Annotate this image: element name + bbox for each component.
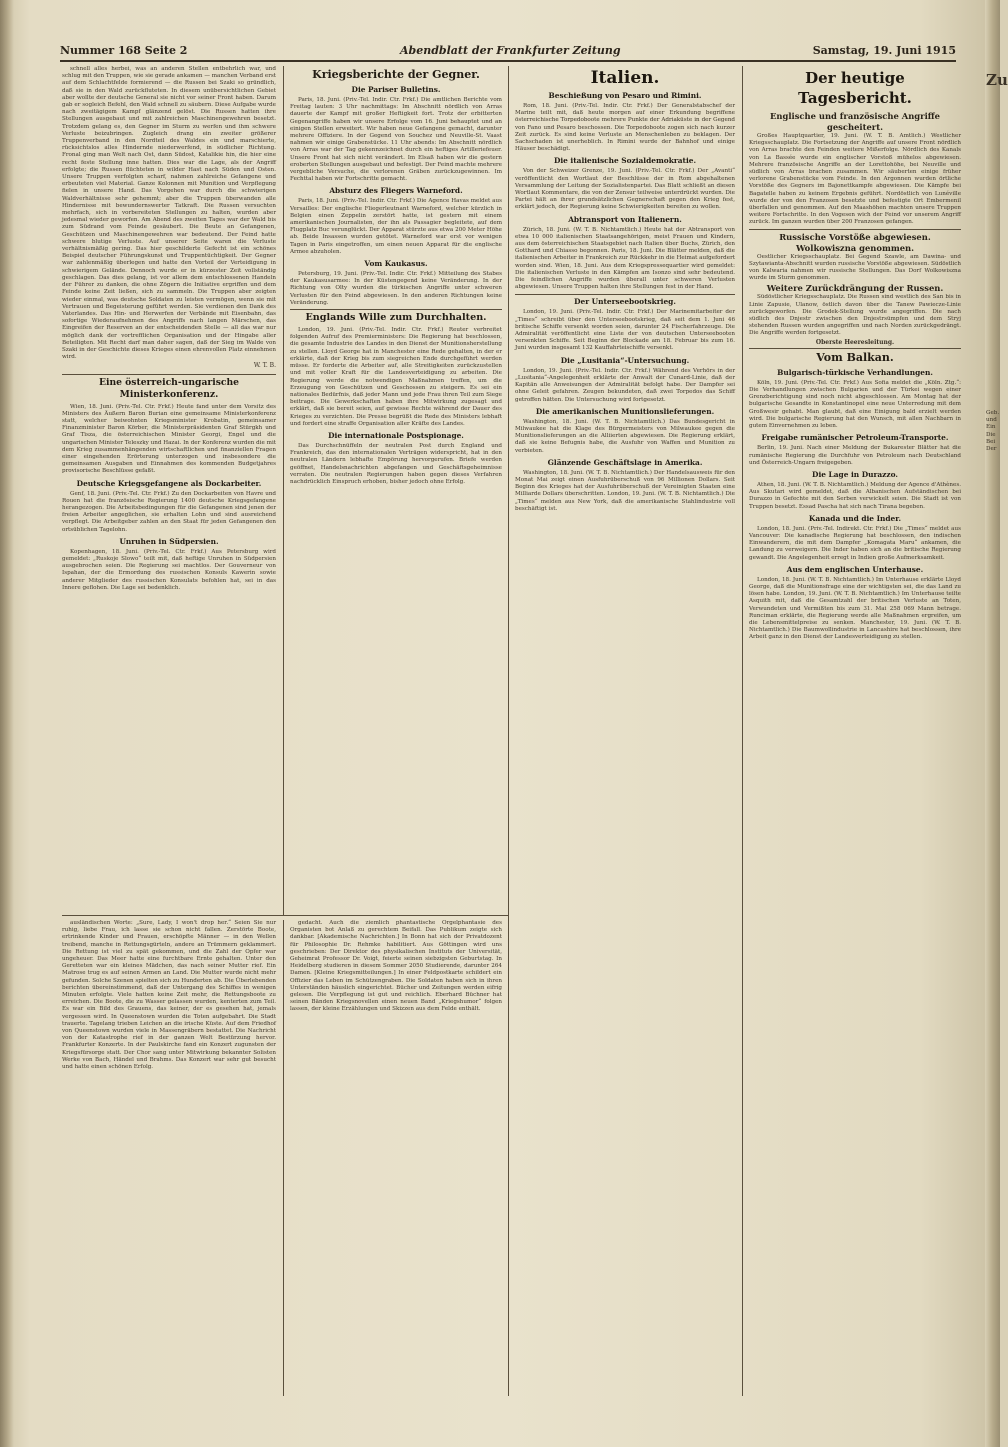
heading-munitionslieferungen: Die amerikanischen Munitionslieferungen. — [535, 406, 715, 416]
article-pariser-bulletins: Paris, 18. Juni. (Priv.-Tel. Indir. Ctr. Frkf.) Die amtlichen Berichte vom Freitag lauten: 3 Uhr nachmittags: Im Abschnitt nördlich von Arras dauerte der Kampf mit großer Heftigkeit fort. Trotz der erbitterten Gegenangriffe haben wir unsere Erfolge vom 16. Juni behauptet und an einigen Stellen erweitert. Wir haben neue Gefangene gemacht, darunter mehrere Offiziere. In der Gegend von Souchez und Neuville-St. Vaast nahmen wir einige Grabenstücke. 11 Uhr abends: Im Abschnitt nördlich von Arras war der Tag gekennzeichnet durch ein heftiges Artilleriefeuer. Unsere Front hat sich nicht verändert. Im Elsaß haben wir die gestern eroberten Stellungen ausgebaut und befestigt. Der Feind machte mehrere vergebliche Versuche, die verlorenen Gräben zurückzugewinnen. Im Fechttal haben wir Fortschritte gemacht. — [290, 97, 502, 183]
heading-pesaro-rimini: Beschießung von Pesaro und Rimini. — [548, 91, 702, 100]
article-unterhaus: London, 18. Juni. (W. T. B. Nichtamtlich.) Im Unterhause erklärte Lloyd George, daß die Munitionsfrage eine der wichtigsten sei, die das Land zu lösen habe. London, 19. Juni. (W. T. B. Nichtamtlich.) Im Unterhause teilte Asquith mit, daß die Gesamtzahl der britischen Verluste an Toten, Verwundeten und Vermißten bis zum 31. Mai 258 069 Mann betrage. Runciman erklärte, die Regierung werde alle Maßnahmen ergreifen, um die Lebensmittelpreise zu senken. Manchester, 19. Juni. (W. T. B. Nichtamtlich.) Die Baumwollindustrie in Lancashire hat beschlossen, ihre Arbeit ganz in den Dienst der Landesverteidigung zu stellen. — [749, 576, 961, 641]
article-kriegsgefangene: Genf, 18. Juni. (Priv.-Tel. Ctr. Frkf.) Zu den Dockarbeiten von Havre und Rouen hat die französische Regierung 1400 deutsche Kriegsgefangene herangezogen. Die Arbeitsbedingungen für die Gefangenen sind jenen der freien Arbeiter angeglichen, sie erhalten Lohn und sind ausreichend verpflegt. Die Arbeitgeber zahlen an den Staat für jeden Gefangenen den ortsüblichen Tagelohn. — [62, 490, 276, 533]
column-rule — [508, 66, 509, 1396]
article-signature: W. T. B. — [253, 362, 276, 370]
article-durazzo: Athen, 18. Juni. (W. T. B. Nichtamtlich.) Meldung der Agence d'Athènes. Aus Skutari wird gemeldet, daß die Albanischen Aufständischen bei Durazzo in Gefechte mit den Serben verwickelt seien. Die Stadt ist von Truppen besetzt. Essad Pascha hat sich nach Tirana begeben. — [749, 481, 961, 510]
article-pesaro-rimini: Rom, 18. Juni. (Priv.-Tel. Indir. Ctr. Frkf.) Der Generalstabschef der Marine teilt mit, daß heute morgen auf einer Erkundung begriffene österreichische Torpedoboote mehrere Punkte der Adriaküste in der Gegend von Fano und Pesaro beschossen. Die Torpedoboote zogen sich nach kurzer Zeit zurück. Es sind keine Verluste an Menschenleben zu beklagen. Der Sachschaden ist unerheblich. In Rimini wurde der Bahnhof und einige Häuser beschädigt. — [515, 103, 735, 153]
article-abtransport: Zürich, 18. Juni. (W. T. B. Nichtamtlich.) Heute hat der Abtransport von etwa 10 000 italienischen Staatsangehörigen, meist Frauen und Kindern, aus dem österreichischen Staatsgebiet nach Italien über Buchs, Zürich, den Gotthard und Chiasso begonnen. Paris, 18. Juni. Die Blätter melden, daß die italienischen Arbeiter in Frankreich zur Rückkehr in die Heimat aufgefordert worden sind. Wien, 18. Juni. Aus dem Kriegspressequartier wird gemeldet: Die italienischen Verluste in den Kämpfen am Isonzo sind sehr bedeutend. Die feindlichen Angriffe wurden überall unter schweren Verlusten abgewiesen. Unsere Truppen halten ihre Stellungen fest in der Hand. — [515, 226, 735, 291]
heading-petroleum: Freigabe rumänischer Petroleum-Transporte. — [761, 433, 949, 443]
article-zurueckdraengung: Südöstlicher Kriegsschauplatz. Die Russen sind westlich des San bis in Linie Zapusie, Ulanow, östlich davon über die Tanew Pawiecze-Linie zurückgeworfen. Die Grodek-Stellung wurde angegriffen. Die nach südlich des Dnjestr zwischen den Dnjestrsümpfen und dem Stryj stehenden Russen wurden angegriffen und nach Norden zurückgedrängt. Die Angriffe werden fortgesetzt. — [749, 294, 961, 337]
next-page-heading: Zu — [986, 71, 1008, 89]
article-lusitania: London, 19. Juni. (Priv.-Tel. Indir. Ctr. Frkf.) Während des Verhörs in der „Lusitania“-Angelegenheit erklärte der Anwalt der Cunard-Linie, daß der Kapitän alle Anweisungen der Admiralität befolgt habe. Der Dampfer sei ohne Geleit gefahren. Zeugen bekundeten, daß zwei Torpedos das Schiff getroffen hätten. Die Untersuchung wird fortgesetzt. — [515, 367, 735, 403]
feuilleton-notes: gedacht. Auch die ziemlich phantastische Orgelphantasie des Organisten bot Anlaß zu gerechtem Beifall. Das Publikum zeigte sich dankbar. [Akademische Nachrichten.] In Bonn hat sich der Privatdozent für Philosophie Dr. Rehmke habilitiert. Aus Göttingen wird uns geschrieben: Der Direktor des physikalischen Instituts der Universität, Geheimrat Professor Dr. Voigt, feierte seinen siebzigsten Geburtstag. In Heidelberg studieren in diesem Sommer 2050 Studierende, darunter 264 Damen. [Kleine Kriegsmitteilungen.] In einer Feldpostkarte schildert ein Offizier das Leben im Schützengraben. Die Soldaten haben sich in ihren Unterständen häuslich eingerichtet. Bücher und Zeitungen werden eifrig gelesen. Die Verpflegung ist gut und reichlich. Eberhard Büchner hat seinen Bänden Kriegsnovellen einen neuen Band „Kriegshumor“ folgen lassen, der kleine Erzählungen und Skizzen aus dem Felde enthält. — [290, 920, 502, 1013]
heading-italien: Italien. — [590, 68, 660, 88]
page-number: Nummer 168 Seite 2 — [60, 44, 188, 57]
article-geschaeftslage: Washington, 18. Juni. (W. T. B. Nichtamtlich.) Der Handelsausweis für den Monat Mai zeigt einen Ausfuhrüberschuß von 96 Millionen Dollars. Seit Beginn des Krieges hat der Ausfuhrüberschuß der Vereinigten Staaten eine Milliarde Dollars überschritten. London, 19. Juni. (W. T. B. Nichtamtlich.) Die „Times“ melden aus New York, daß die amerikanische Stahlindustrie voll beschäftigt ist. — [515, 469, 735, 512]
heading-warneford: Absturz des Fliegers Warneford. — [329, 186, 463, 196]
heading-lusitania: Die „Lusitania“-Untersuchung. — [560, 355, 690, 365]
article-warneford: Paris, 18. Juni. (Priv.-Tel. Indir. Ctr. Frkf.) Die Agence Havas meldet aus Versailles: Der englische Fliegerleutnant Warneford, welcher kürzlich in Belgien einen Zeppelin zerstört hatte, ist gestern mit einem amerikanischen Journalisten, der ihn als Passagier begleitete, auf dem Flugplatz Buc verunglückt. Der Apparat stürzte aus etwa 200 Meter Höhe ab. Beide Insassen wurden getötet. Warneford war erst vor wenigen Tagen in Paris eingetroffen, um einen neuen Apparat für die englische Armee abzuholen. — [290, 198, 502, 255]
heading-russische-vorstoesse: Russische Vorstöße abgewiesen. Wolkowiszna genommen. — [749, 229, 961, 254]
feuilleton-left — [62, 920, 276, 1394]
newspaper-title: Abendblatt der Frankfurter Zeitung — [400, 44, 621, 57]
heading-zurueckdraengung: Weitere Zurückdrängung der Russen. — [766, 283, 944, 294]
article-suedpersien: Kopenhagen, 18. Juni. (Priv.-Tel. Ctr. Frkf.) Aus Petersburg wird gemeldet: „Ruskoje Slowo“ teilt mit, daß heftige Unruhen in Südpersien ausgebrochen seien. Die Regierung sei machtlos. Der Gouverneur von Ispahan, der die Ermordung des russischen Konsuls Kawerin sowie anderer Mitglieder des russischen Konsulats befohlen hat, sei in das Innere geflohen. Die Lage sei bedenklich. — [62, 548, 276, 591]
column-2 — [290, 66, 502, 914]
heading-ubootkrieg: Der Unterseebootskrieg. — [515, 294, 735, 307]
article-tagesbericht: Großes Hauptquartier, 19. Juni. (W. T. B. Amtlich.) Westlicher Kriegsschauplatz. Die Fortsetzung der Angriffe auf unsere Front nördlich von Arras brachte den Feinden weitere Mißerfolge. Nördlich des Kanals von La Bassée wurde ein englischer Vorstoß mühelos abgewiesen. Mehrere französische Angriffe an der Lorettohöhe, bei Neuville und südlich von Arras brachen zusammen. Wir säuberten einige früher verlorene Grabenstücke vom Feinde. In den Argonnen wurden örtliche Vorstöße des Gegners im Bajonettkampfe abgewiesen. Die Kämpfe bei Bagatelle haben zu keinem Ergebnis geführt. Nordöstlich von Lunéville wurde der von den Franzosen besetzte und befestigte Ort Embermenil überfallen und genommen. Auf den Maashöhen machten unsere Truppen weitere Fortschritte. In den Vogesen wich der Feind vor unserem Angriff zurück. Im ganzen wurden über 200 Franzosen gefangen. — [749, 133, 961, 226]
heading-tagesbericht: Der heutige Tagesbericht. — [798, 69, 912, 107]
masthead-rule — [60, 60, 956, 62]
feuilleton-rule — [62, 915, 508, 916]
article-petroleum: Berlin, 19. Juni. Nach einer Meldung der Bukarester Blätter hat die rumänische Regierung die Durchfuhr von Petroleum nach Deutschland und Österreich-Ungarn freigegeben. — [749, 445, 961, 466]
heeresleitung-signature: Oberste Heeresleitung. — [815, 338, 895, 346]
article-russische-vorstoesse: Oestlicher Kriegsschauplatz. Bei Gegend Szawle, am Dawina- und Szytawianta-Abschnitt wurden russische Vorstöße abgewiesen. Südöstlich von Kalwaria nahmen wir russische Stellungen. Das Dorf Wolkowiszna wurde im Sturm genommen. — [749, 253, 961, 282]
article-ubootkrieg: London, 19. Juni. (Priv.-Tel. Indir. Ctr. Frkf.) Der Marinemitarbeiter der „Times“ schreibt über den Unterseebootskrieg, daß seit dem 1. Juni 46 britische Schiffe versenkt worden seien, darunter 24 Fischerfahrzeuge. Die Admiralität veröffentlicht eine Liste der von deutschen Unterseebooten versenkten Schiffe. Seit Beginn der Blockade am 18. Februar bis zum 16. Juni wurden insgesamt 132 Kauffahrteischiffe versenkt. — [515, 309, 735, 352]
issue-date: Samstag, 19. Juni 1915 — [812, 44, 956, 57]
feuilleton-lusitania: ausländischen Worte: „Sure, Lady, I won't drop her.“ Seien Sie nur ruhig, liebe Frau, ich lasse sie schon nicht fallen. Zerstörte Boote, ertrinkende Kinder und Frauen, erschöpfte Männer — in den Wellen treibend, manche in Rettungsgürteln, andere an Trümmern geklammert. Die Rettung ist viel zu spät gekommen, und die Zahl der Opfer war ungeheuer. Das Meer hatte eine furchtbare Ernte gehalten. Unter den Geretteten war ein kleines Mädchen, das nach seiner Mutter rief. Ein Matrose trug es auf seinen Armen an Land. Die Mutter wurde nicht mehr gefunden. Solche Szenen spielten sich zu Hunderten ab. Die Überlebenden berichten übereinstimmend, daß der Untergang des Schiffes in wenigen Minuten erfolgte. Viele hatten keine Zeit mehr, die Rettungsboote zu erreichen. Die Boote, die zu Wasser gelassen wurden, kenterten zum Teil. Es war ein Bild des Grauens, das keiner, der es gesehen hat, jemals vergessen wird. In Queenstown wurden die Toten aufgebahrt. Die Stadt trauerte. Tagelang trieben Leichen an die irische Küste. Auf dem Friedhof von Queenstown wurden viele in Massengräbern bestattet. Die Nachricht von der Katastrophe rief in der ganzen Welt Bestürzung hervor. Frankfurter Konzerte. In der Paulskirche fand ein Konzert zugunsten der Kriegsfürsorge statt. Der Chor sang unter Mitwirkung bekannter Solisten Werke von Bach, Händel und Brahms. Das Konzert war sehr gut besucht und hatte einen schönen Erfolg. — [62, 920, 276, 1071]
heading-kaukasus: Vom Kaukasus. — [364, 259, 428, 269]
subheading-balkan: Bulgarisch-türkische Verhandlungen. — [777, 367, 933, 377]
column-1 — [62, 66, 276, 914]
heading-ministerkonferenz: Eine österreich-ungarische Ministerkonferenz. — [62, 374, 276, 401]
heading-unterhaus: Aus dem englischen Unterhause. — [786, 564, 924, 574]
article-szaki: schnell alles herbei, was an anderen Stellen entbehrlich war, und schlug mit den Truppen, wie sie gerade ankamen — manchen Verband erst auf dem Schlachtfelde formierend — die Russen bei Szaki so gründlich, daß sie in den Wald zurückfluteten. In diesem unübersichtlichen Gebiet aber wollte der deutsche General sie nicht vor seiner Front haben. Darum gab er sogleich Befehl, den Wald schnell zu säubern. Diese Aufgabe wurde nach zweitägigem Kampf glänzend gelöst. Die Russen hatten ihre Stellungen ausgebaut und mit zahlreichen Maschinengewehren besetzt. Trotzdem gelang es, den Gegner im Sturm zu werfen und ihm schwere Verluste beizubringen. Zugleich drang ein zweiter größerer Truppenverband in den Nordteil des Waldes ein und marschierte, rücksichtslos alles Hindernde niederwerfend, in südlicher Richtung. Fronal ging man Welt nach Ost, dann Südost, Katalikie hin, die hier eine recht feste Stellung inne hatten. Dies war die Lage, als der Angriff erfolgte; die Russen flüchteten in wilder Hast nach Süden und Osten. Unsere Truppen verfolgten scharf, nahmen zahlreiche Gefangene und erbeuteten viel Material. Ganze Kolonnen mit Munition und Verpflegung fielen in unsere Hand. Das Vorgehen war durch die schwierigen Waldverhältnisse sehr gehemmt; aber die Truppen überwanden alle Hindernisse mit bewundernswerter Tatkraft. Die Russen versuchten mehrfach, sich in vorbereiteten Stellungen zu halten, wurden aber jedesmal wieder geworfen. Am Abend des zweiten Tages war der Wald bis zum Südrand vom Feinde gesäubert. Die Beute an Gefangenen, Geschützen und Maschinengewehren war bedeutend. Der Feind hatte schwere blutige Verluste. Auf unserer Seite waren die Verluste verhältnismäßig gering. Das hier geschilderte Gefecht ist ein schönes Beispiel deutscher Führungskunst und Truppentüchtigkeit. Der Gegner war zahlenmäßig überlegen und hatte den Vorteil der Verteidigung in schwierigem Gelände. Dennoch wurde er in kürzester Zeit vollständig geschlagen. Das dies gelang, ist vor allem dem entschlossenen Handeln der Führer zu danken, die ohne Zögern die Initiative ergriffen und dem Feinde keine Zeit ließen, sich zu sammeln. Die Truppen aber zeigten wieder einmal, was deutsche Soldaten zu leisten vermögen, wenn sie mit Vertrauen und Begeisterung geführt werden. Sie verdienen den Dank des Vaterlandes. Das Hin- und Herwerfen der Verbände mit Eisenbahn, das sofortige Wiederaufnehmen des Angriffs nach langen Märschen, das Eingreifen der Reserven an der entscheidenden Stelle — all das war nur möglich dank der vortrefflichen Organisation und der Hingabe aller Beteiligten. Mit Recht darf man daher sagen, daß der Sieg im Walde von Szaki in der Geschichte dieses Krieges einen ehrenvollen Platz einnehmen wird. — [62, 66, 276, 361]
heading-kriegsberichte: Kriegsberichte der Gegner. — [312, 68, 480, 81]
column-4 — [749, 66, 961, 1394]
column-rule — [283, 920, 284, 1396]
article-england: London, 19. Juni. (Priv.-Tel. Indir. Ctr. Frkf.) Reuter verbreitet folgenden Aufruf des Premierministers: Die Regierung hat beschlossen, die gesamte Industrie des Landes in den Dienst der Munitionsherstellung zu stellen. Lloyd George hat in Manchester eine Rede gehalten, in der er erklärte, daß der Krieg bis zum siegreichen Ende durchgeführt werden müsse. Er forderte die Arbeiter auf, alle Streitigkeiten zurückzustellen und mit voller Kraft für die Landesverteidigung zu arbeiten. Die Regierung werde die notwendigen Maßnahmen treffen, um die Erzeugung von Geschützen und Geschossen zu steigern. Es sei ein nationales Bedürfnis, daß jeder Mann und jede Frau ihren Teil zum Siege beitrage. Die Gewerkschaften haben ihre Mitwirkung zugesagt und erklärt, daß sie bereit seien, auf gewisse Rechte während der Dauer des Krieges zu verzichten. Die Presse begrüßt die Rede des Ministers lebhaft und fordert eine straffe Organisation aller Kräfte des Landes. — [290, 327, 502, 427]
heading-durazzo: Die Lage in Durazzo. — [812, 469, 898, 479]
heading-balkan: Vom Balkan. — [749, 348, 961, 365]
heading-postspionage: Die internationale Postspionage. — [328, 430, 464, 440]
column-rule — [742, 66, 743, 1396]
column-rule — [283, 66, 284, 916]
heading-geschaeftslage: Glänzende Geschäftslage in Amerika. — [547, 457, 703, 467]
next-page-peek — [986, 70, 1008, 970]
article-balkan: Köln, 19. Juni. (Priv.-Tel. Ctr. Frkf.) Aus Sofia meldet die „Köln. Ztg.“: Die Verhandlungen zwischen Bulgarien und der Türkei wegen einer Grenzberichtigung sind noch nicht abgeschlossen. Am Montag hat der bulgarische Gesandte in Konstantinopel eine neue Unterredung mit dem Großwesir gehabt. Man glaubt, daß eine Einigung bald erzielt werden wird. Die bulgarische Regierung hat den Wunsch, mit allen Nachbarn in gutem Einvernehmen zu leben. — [749, 379, 961, 430]
article-postspionage: Das Durchschnüffeln der neutralen Post durch England und Frankreich, das den internationalen Verträgen widerspricht, hat in den neutralen Ländern lebhafte Empörung hervorgerufen. Briefe werden geöffnet, Handelsnachrichten abgefangen und Geschäftsgeheimnisse verraten. Die neutralen Regierungen haben gegen dieses Verfahren nachdrücklich Einspruch erhoben, bisher jedoch ohne Erfolg. — [290, 442, 502, 485]
binding-edge — [0, 0, 14, 1447]
masthead — [60, 44, 956, 60]
feuilleton-right — [290, 920, 502, 1394]
heading-kanada: Kanada und die Inder. — [808, 513, 902, 523]
heading-kriegsgefangene: Deutsche Kriegsgefangene als Dockarbeiter. — [76, 478, 262, 488]
next-page-text: Geb. und Ein Die Bei Der — [986, 410, 1000, 453]
heading-suedpersien: Unruhen in Südpersien. — [119, 536, 219, 546]
heading-pariser-bulletins: Die Pariser Bulletins. — [351, 85, 441, 94]
heading-england: Englands Wille zum Durchhalten. — [290, 309, 502, 324]
article-ministerkonferenz: Wien, 18. Juni. (Priv.-Tel. Ctr. Frkf.) Heute fand unter dem Vorsitz des Ministers des Äußern Baron Burian eine gemeinsame Ministerkonferenz statt, welcher beiwohnten Kriegsminister Krobatin, gemeinsamer Finanzminister Baron Körber, die Ministerpräsidenten Graf Stürgkh und Graf Tisza, die österreichischen Minister Georgi, Engel und die ungarischen Minister Teleszky und Hazai. In der Konferenz wurden die mit dem Krieg zusammenhängenden wirtschaftlichen und finanziellen Fragen einer eingehenden Erörterung unterzogen und insbesondere die gemeinsamen Ausgaben und Einnahmen des kommenden Budgetjahres provisorische Beschlüsse gefaßt. — [62, 403, 276, 475]
column-3 — [515, 66, 735, 1394]
article-sozialdemokratie: Von der Schweizer Grenze, 19. Juni. (Priv.-Tel. Ctr. Frkf.) Der „Avanti“ veröffentlicht den Wortlaut der Beschlüsse der in Rom abgehaltenen Versammlung der Leitung der Sozialistenpartei. Das Blatt schließt an diesen Wortlaut Kommentare, die von der Zensur teilweise unterdrückt wurden. Die Partei hält an ihrer grundsätzlichen Gegnerschaft gegen den Krieg fest, erklärt jedoch, der Regierung keine Schwierigkeiten bereiten zu wollen. — [515, 168, 735, 211]
subheading-tagesbericht: Englische und französische Angriffe gescheitert. — [770, 111, 940, 132]
article-kanada: London, 18. Juni. (Priv.-Tel. Indirekt. Ctr. Frkf.) Die „Times“ meldet aus Vancouver: Die kanadische Regierung hat beschlossen, den indischen Einwanderern, die mit dem Dampfer „Komagata Maru“ ankamen, die Landung zu verweigern. Die Inder haben sich an die britische Regierung gewandt. Die Angelegenheit erregt in Indien große Aufmerksamkeit. — [749, 525, 961, 561]
article-munitionslieferungen: Washington, 18. Juni. (W. T. B. Nichtamtlich.) Das Bundesgericht in Milwaukee hat die Klage des Bürgermeisters von Milwaukee gegen die Munitionslieferungen an die Alliierten abgewiesen. Die Regierung erklärt, daß sie keine Befugnis habe, die Ausfuhr von Waffen und Munition zu verbieten. — [515, 418, 735, 454]
heading-sozialdemokratie: Die italienische Sozialdemokratie. — [553, 156, 697, 166]
heading-abtransport: Abtransport von Italienern. — [568, 214, 682, 224]
article-kaukasus: Petersburg, 19. Juni. (Priv.-Tel. Indir. Ctr. Frkf.) Mitteilung des Stabes der Kaukasusarmee: In der Küstengegend keine Veränderung. In der Richtung von Olty wurden die türkischen Angriffe unter schweren Verlusten für den Feind abgewiesen. In den anderen Richtungen keine Veränderung. — [290, 271, 502, 306]
